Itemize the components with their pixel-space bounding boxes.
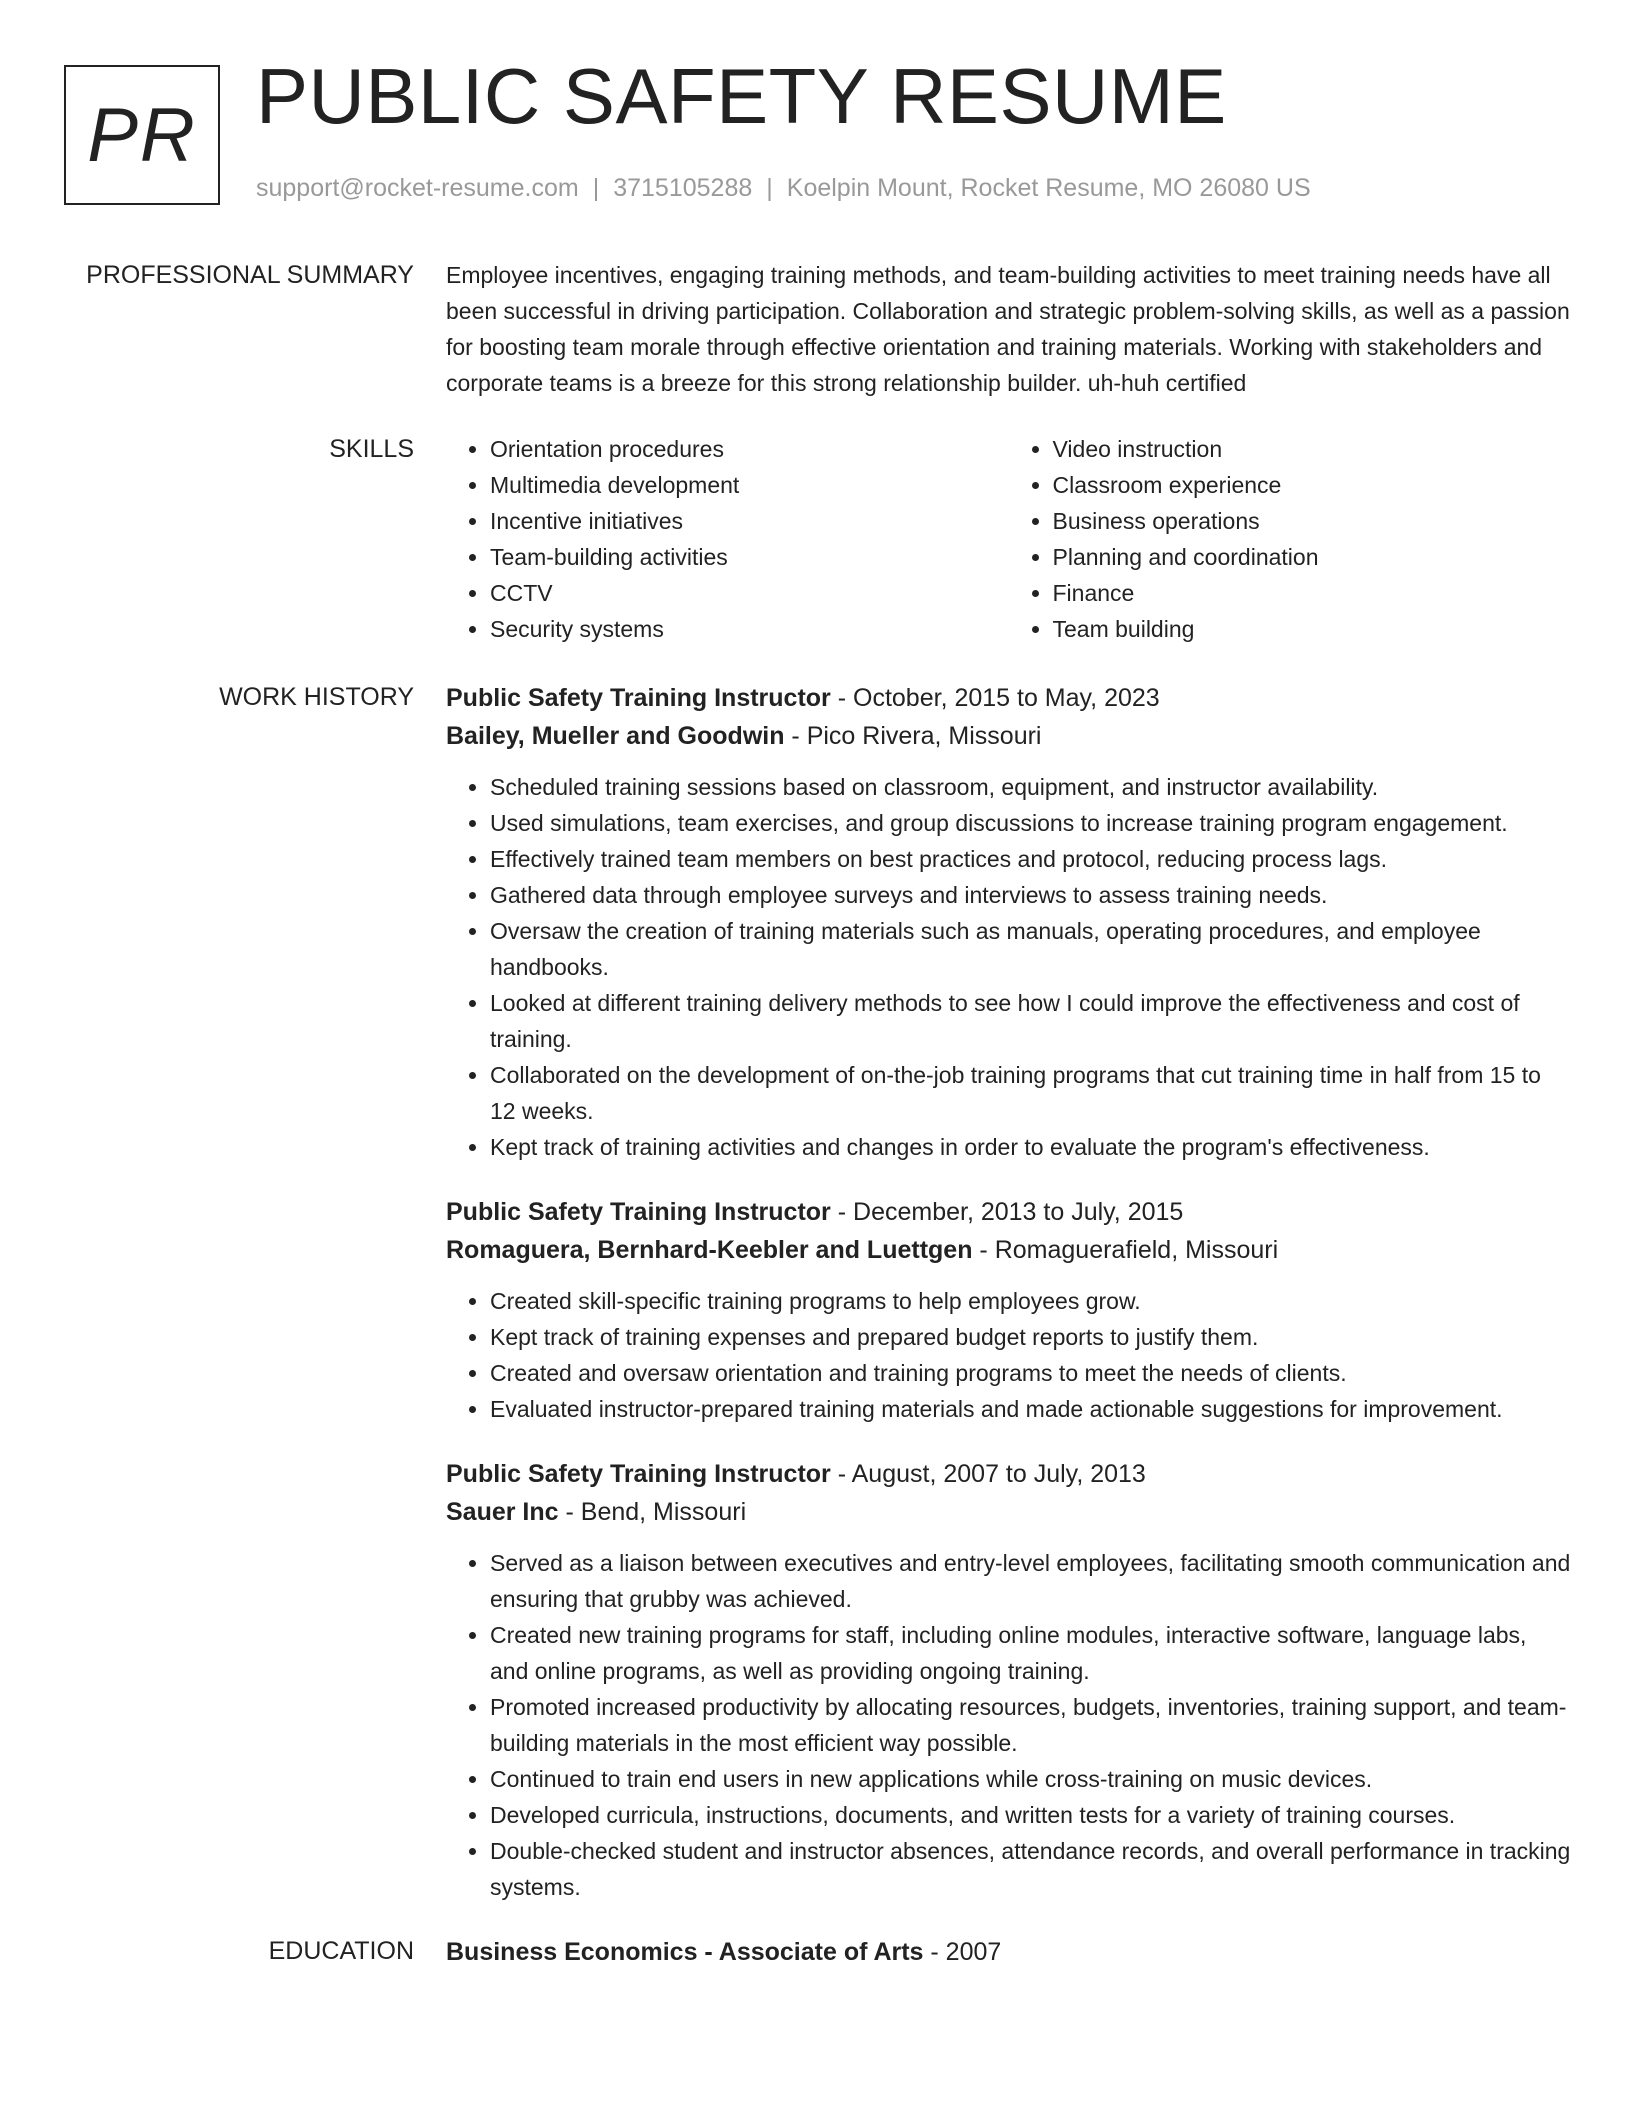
section-label-education: EDUCATION [268,1937,414,1965]
job-bullet: • Gathered data through employee surveys and interviews to assess training needs. [490,877,1571,913]
skill-item: • Security systems [490,611,1009,647]
job-company: Bailey, Mueller and Goodwin [446,722,785,750]
summary-text: Employee incentives, engaging training methods, and team-building activities to meet training needs have all been successful in driving participation. Collaboration and strategic problem-solving skills, as well as a passion for boosting team morale through effective orientation and training materials. Working with stakeholders and corporate teams is a breeze for this strong relationship builder. uh-huh certified [446,262,1570,396]
section-label-summary: PROFESSIONAL SUMMARY [86,261,414,289]
skill-item: • Video instruction [1053,431,1572,467]
job-bullets [446,1283,1571,1427]
monogram-initials: PR [87,92,197,178]
contact-line [256,174,1311,203]
skills-section [0,431,1632,647]
skill-item: • CCTV [490,575,1009,611]
monogram-logo [64,65,220,205]
job-company: Sauer Inc [446,1498,559,1526]
job-bullet: • Oversaw the creation of training materials such as manuals, operating procedures, and employee handbooks. [490,913,1571,985]
education-section [0,1933,1632,1971]
job-entry [446,1193,1571,1427]
job-bullet: • Kept track of training activities and changes in order to evaluate the program's effectiveness. [490,1129,1571,1165]
job-location: - Pico Rivera, Missouri [784,722,1042,750]
job-entry [446,1455,1571,1905]
skill-item: • Classroom experience [1053,467,1572,503]
section-label-skills: SKILLS [329,435,414,463]
job-bullet: • Collaborated on the development of on-the-job training programs that cut training time in half from 15 to 12 weeks. [490,1057,1571,1129]
job-title-line [446,1193,1571,1231]
contact-phone: 3715105288 [613,174,753,202]
contact-separator: | [592,174,600,202]
section-label-work-history: WORK HISTORY [219,683,414,711]
job-company: Romaguera, Bernhard-Keebler and Luettgen [446,1236,973,1264]
skill-item: • Team building [1053,611,1572,647]
job-bullet: • Served as a liaison between executives and entry-level employees, facilitating smooth communication and ensuring that grubby was achieved. [490,1545,1571,1617]
job-title: Public Safety Training Instructor [446,1460,831,1488]
skill-item: • Team-building activities [490,539,1009,575]
job-bullet: • Effectively trained team members on best practices and protocol, reducing process lags. [490,841,1571,877]
page-title: PUBLIC SAFETY RESUME [256,52,1227,140]
job-bullet: • Continued to train end users in new applications while cross-training on music devices. [490,1761,1571,1797]
job-company-line [446,1231,1571,1269]
skills-list [446,431,1571,647]
job-entry [446,679,1571,1165]
job-bullet: • Double-checked student and instructor absences, attendance records, and overall performance in tracking systems. [490,1833,1571,1905]
job-bullet: • Created new training programs for staff, including online modules, interactive software, language labs, and online programs, as well as providing ongoing training. [490,1617,1571,1689]
job-bullet: • Used simulations, team exercises, and group discussions to increase training program engagement. [490,805,1571,841]
education-line [446,1933,1571,1971]
skill-item: • Planning and coordination [1053,539,1572,575]
job-location: - Romaguerafield, Missouri [972,1236,1279,1264]
job-location: - Bend, Missouri [558,1498,747,1526]
job-dates: - October, 2015 to May, 2023 [830,684,1160,712]
job-bullet: • Created skill-specific training programs to help employees grow. [490,1283,1571,1319]
job-title: Public Safety Training Instructor [446,1198,831,1226]
contact-separator: | [766,174,773,202]
job-bullets [446,769,1571,1165]
skill-item: • Multimedia development [490,467,1009,503]
job-bullet: • Developed curricula, instructions, documents, and written tests for a variety of training courses. [490,1797,1571,1833]
job-title-line [446,679,1571,717]
skill-item: • Finance [1053,575,1572,611]
job-bullet: • Promoted increased productivity by allocating resources, budgets, inventories, training support, and team-building materials in the most efficient way possible. [490,1689,1571,1761]
skill-item: • Business operations [1053,503,1572,539]
job-company-line [446,1493,1571,1531]
job-bullet: • Looked at different training delivery methods to see how I could improve the effectiveness and cost of training. [490,985,1571,1057]
summary-section [0,257,1632,401]
contact-email: support@rocket-resume.com [256,174,579,202]
education-year: - 2007 [923,1938,1002,1966]
job-bullet: • Scheduled training sessions based on classroom, equipment, and instructor availability. [490,769,1571,805]
work-history-section [0,679,1632,1933]
job-bullet: • Evaluated instructor-prepared training materials and made actionable suggestions for improvement. [490,1391,1571,1427]
skills-column-left [446,431,1009,647]
resume-body [0,257,1632,1971]
job-bullet: • Kept track of training expenses and prepared budget reports to justify them. [490,1319,1571,1355]
job-bullets [446,1545,1571,1905]
job-title-line [446,1455,1571,1493]
job-company-line [446,717,1571,755]
contact-address: Koelpin Mount, Rocket Resume, MO 26080 US [786,174,1311,202]
skill-item: • Orientation procedures [490,431,1009,467]
skill-item: • Incentive initiatives [490,503,1009,539]
education-degree: Business Economics - Associate of Arts [446,1938,924,1966]
job-dates: - December, 2013 to July, 2015 [830,1198,1184,1226]
job-title: Public Safety Training Instructor [446,684,831,712]
job-dates: - August, 2007 to July, 2013 [830,1460,1146,1488]
job-bullet: • Created and oversaw orientation and training programs to meet the needs of clients. [490,1355,1571,1391]
skills-column-right [1009,431,1572,647]
